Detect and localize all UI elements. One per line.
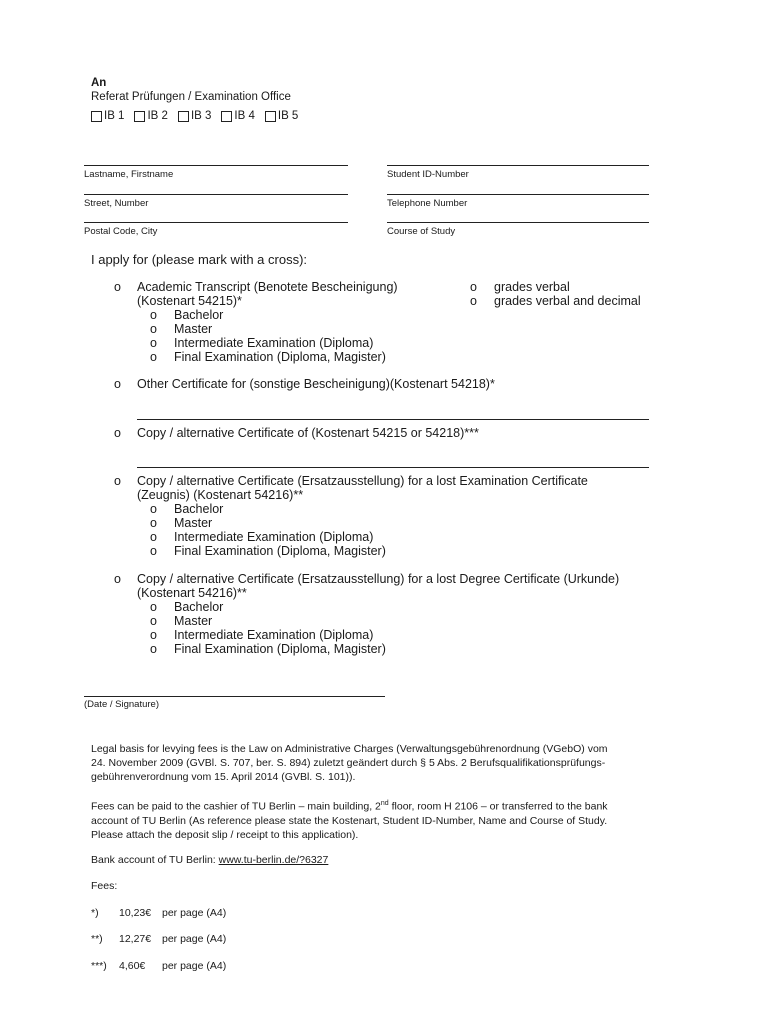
course-field[interactable]: [387, 222, 649, 237]
checkbox-icon[interactable]: [134, 111, 145, 122]
telephone-label: Telephone Number: [387, 198, 468, 209]
bank-link[interactable]: www.tu-berlin.de/?6327: [218, 854, 329, 866]
ib-1-label: IB 1: [104, 110, 125, 122]
list-item[interactable]: o Bachelor: [150, 308, 224, 322]
lost-exam-option: [137, 474, 588, 502]
apply-intro: I apply for (please mark with a cross):: [91, 252, 308, 267]
list-item[interactable]: o Bachelor: [150, 600, 224, 614]
grades-verbal-decimal-option[interactable]: o grades verbal and decimal: [470, 294, 641, 308]
lost-degree-bullet[interactable]: o: [114, 572, 121, 586]
checkbox-icon[interactable]: [91, 111, 102, 122]
checkbox-icon[interactable]: [178, 111, 189, 122]
list-item[interactable]: o Master: [150, 322, 213, 336]
office-name: Referat Prüfungen / Examination Office: [91, 91, 291, 103]
ib-5-label: IB 5: [277, 110, 299, 122]
checkbox-icon[interactable]: [265, 111, 276, 122]
copy-certificate-bullet[interactable]: o: [114, 426, 121, 440]
ib-3-checkbox[interactable]: [178, 110, 211, 122]
postal-label: Postal Code, City: [84, 226, 158, 237]
signature-field[interactable]: [84, 696, 385, 710]
grades-options: [470, 280, 641, 308]
copy-certificate-label: Copy / alternative Certificate of (Kostenart 54215 or 54218)***: [137, 426, 479, 440]
ib-5-checkbox[interactable]: [265, 110, 298, 122]
list-item[interactable]: o Final Examination (Diploma, Magister): [150, 350, 386, 364]
list-item[interactable]: o Master: [150, 614, 213, 628]
ib-1-checkbox[interactable]: [91, 110, 124, 122]
list-item[interactable]: o Intermediate Examination (Diploma): [150, 628, 374, 642]
legal-basis-paragraph: Legal basis for levying fees is the Law on Administrative Charges (Verwaltungsgebührenordnung (VGebO) vom 24. November 2009 (GVBl. S. 707, ber. S. 894) zuletzt geändert durch § 5 Abs. 2 Berufsqualifikationsprüfungs- gebührenverordnung vom 15. April 2014 (GVBl. S. 101)).: [91, 743, 608, 783]
student-id-field[interactable]: [387, 165, 649, 180]
other-certificate-label: Other Certificate for (sonstige Bescheinigung)(Kostenart 54218)*: [137, 377, 495, 391]
ib-4-checkbox[interactable]: [221, 110, 254, 122]
lost-degree-degree-list: [150, 600, 386, 656]
lost-exam-label-1: Copy / alternative Certificate (Ersatzausstellung) for a lost Examination Certificate: [137, 474, 588, 488]
street-label: Street, Number: [84, 198, 149, 209]
list-item[interactable]: o Master: [150, 516, 213, 530]
payment-paragraph: Fees can be paid to the cashier of TU Berlin – main building, 2nd floor, room H 2106 – or transferred to the bank account of TU Berlin (As reference please state the Kostenart, Student ID-Number, Name and Course of Study. Please attach the deposit slip / receipt to this application).: [91, 800, 608, 841]
transcript-label-1: Academic Transcript (Benotete Bescheinigung): [137, 280, 398, 294]
grades-verbal-option[interactable]: o grades verbal: [470, 280, 570, 294]
ib-4-label: IB 4: [234, 110, 255, 122]
lost-exam-degree-list: [150, 502, 386, 558]
ib-2-checkbox[interactable]: [134, 110, 167, 122]
list-item[interactable]: o Final Examination (Diploma, Magister): [150, 544, 386, 558]
bank-account-line: [91, 853, 671, 867]
postal-field[interactable]: [84, 222, 348, 237]
fees-title: Fees:: [91, 880, 118, 892]
lost-degree-label-1: Copy / alternative Certificate (Ersatzausstellung) for a lost Degree Certificate (Urkunde): [137, 572, 620, 586]
ib-2-label: IB 2: [147, 110, 168, 122]
list-item[interactable]: o Bachelor: [150, 502, 224, 516]
transcript-degree-list: [150, 308, 386, 364]
lost-degree-label-2: (Kostenart 54216)**: [137, 586, 247, 600]
fee-row: ***) 4,60€ per page (A4): [91, 960, 227, 972]
ib-3-label: IB 3: [190, 110, 212, 122]
ib-checkbox-row: [91, 110, 298, 122]
course-label: Course of Study: [387, 226, 456, 237]
list-item[interactable]: o Intermediate Examination (Diploma): [150, 336, 374, 350]
fee-row: **) 12,27€ per page (A4): [91, 933, 227, 945]
fee-row: *) 10,23€ per page (A4): [91, 907, 227, 919]
transcript-option: [137, 280, 398, 308]
student-id-label: Student ID-Number: [387, 169, 469, 180]
list-item[interactable]: o Final Examination (Diploma, Magister): [150, 642, 386, 656]
name-field[interactable]: [84, 165, 348, 180]
list-item[interactable]: o Intermediate Examination (Diploma): [150, 530, 374, 544]
other-certificate-fill-line[interactable]: [137, 419, 649, 420]
transcript-label-2: (Kostenart 54215)*: [137, 294, 242, 308]
name-label: Lastname, Firstname: [84, 169, 174, 180]
transcript-option-bullet[interactable]: o: [114, 280, 121, 294]
telephone-field[interactable]: [387, 194, 649, 209]
bank-label: Bank account of TU Berlin:: [91, 854, 219, 866]
signature-label: (Date / Signature): [84, 699, 159, 710]
copy-certificate-fill-line[interactable]: [137, 467, 649, 468]
other-certificate-bullet[interactable]: o: [114, 377, 121, 391]
lost-degree-option: [137, 572, 619, 600]
lost-exam-bullet[interactable]: o: [114, 474, 121, 488]
street-field[interactable]: [84, 194, 348, 209]
lost-exam-label-2: (Zeugnis) (Kostenart 54216)**: [137, 488, 304, 502]
recipient-label: An: [91, 77, 107, 89]
checkbox-icon[interactable]: [221, 111, 232, 122]
